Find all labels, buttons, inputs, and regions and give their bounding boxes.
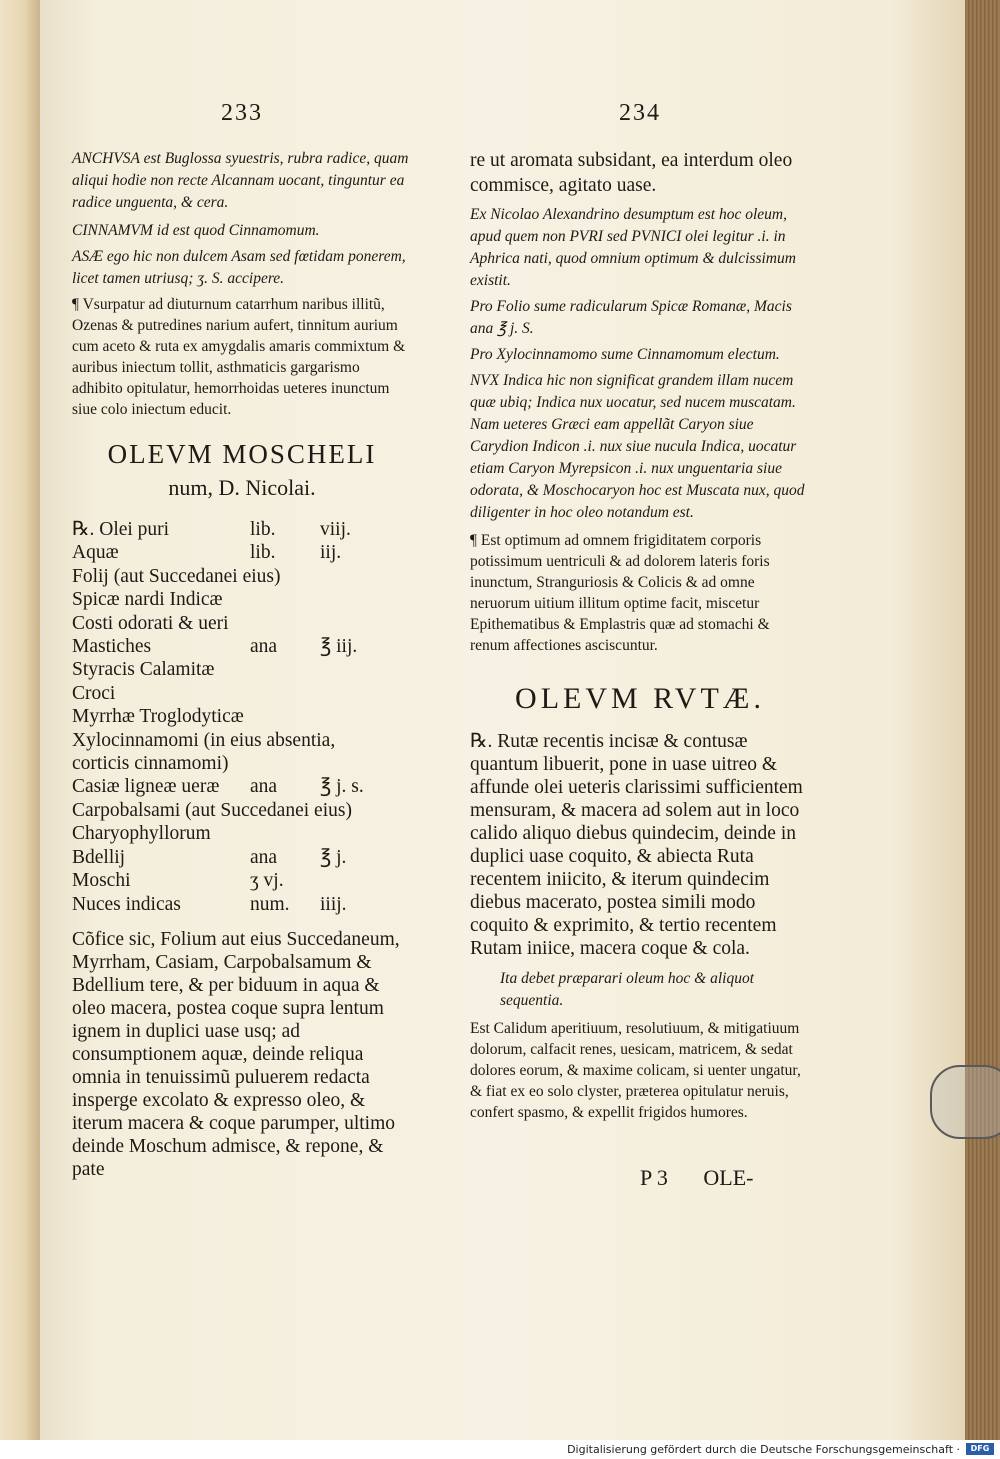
recipe-row	[72, 565, 412, 588]
recipe-quantity-unit	[250, 658, 320, 681]
recipe-ingredient: Carpobalsami (aut Succedanei eius)	[72, 799, 352, 821]
recipe-row	[72, 518, 412, 541]
heading-oleum-moschelinum: OLEVM MOSCHELI	[107, 439, 377, 469]
recipe-row	[72, 729, 412, 752]
asae-entry: ASÆ ego hic non dulcem Asam sed fœtidam ponerem, licet tamen utriusq; ʒ. S. accipere.	[72, 248, 406, 287]
recipe-row	[72, 752, 412, 775]
recipe-list	[72, 518, 412, 916]
recipe-quantity-amount: viij.	[320, 519, 351, 540]
heading-oleum-rutae: OLEVM RVTÆ.	[515, 682, 765, 715]
page-edges	[965, 0, 1000, 1440]
recipe-quantity-unit	[250, 682, 320, 705]
recipe-quantity-unit	[250, 729, 320, 752]
recipe-ingredient: Mastiches	[72, 636, 152, 658]
recipe-quantity-unit: num.	[250, 893, 290, 915]
previous-page-edge	[0, 0, 42, 1440]
right-column	[470, 100, 810, 1123]
recipe-ingredient: Aquæ	[72, 542, 119, 564]
recipe-row	[72, 846, 412, 869]
ita-note: Ita debet præparari oleum hoc & aliquot sequentia.	[500, 970, 755, 1009]
recipe-row	[72, 541, 412, 564]
cinnamum-entry: CINNAMVM id est quod Cinnamomum.	[72, 222, 320, 239]
rutae-recipe: ℞. Rutæ recentis incisæ & contusæ quantum libuerit, pone in uase uitreo & affunde olei ueteris clarissimi sufficientem mensuram, & macera ad solem aut in loco calido aliquo diebus quindecim, deinde in duplici uase coquito, & abiecta Ruta recentem iniicito, & iterum quindecim diebus macerato, postea simili modo coquito & exprimito, & tertio recentem Rutam iniice, macera coque & cola.	[470, 731, 803, 959]
recipe-ingredient: Nuces indicas	[72, 893, 181, 915]
recipe-row	[72, 705, 412, 728]
folio-note: Pro Folio sume radicularum Spicæ Romanæ, Macis ana ℥ j. S.	[470, 298, 792, 337]
recipe-quantity-unit	[250, 705, 320, 728]
recipe-ingredient: Bdellij	[72, 846, 126, 868]
recipe-quantity-unit	[250, 822, 320, 845]
signature-mark: P 3	[640, 1165, 668, 1190]
recipe-quantity-amount: iij.	[320, 542, 342, 564]
recipe-quantity-unit: ana	[250, 846, 278, 868]
recipe-ingredient: Croci	[72, 682, 116, 704]
recipe-quantity-amount: iiij.	[320, 893, 347, 915]
recipe-row	[72, 822, 412, 845]
recipe-ingredient: corticis cinnamomi)	[72, 753, 229, 775]
recipe-quantity-unit	[250, 752, 320, 775]
signature-line	[640, 1165, 784, 1191]
recipe-row	[72, 635, 412, 658]
recipe-quantity-unit: ana	[250, 636, 278, 658]
recipe-ingredient: ℞. Olei puri	[72, 519, 170, 540]
recipe-quantity-unit: lib.	[250, 542, 276, 564]
recipe-quantity-amount: ℥ iij.	[320, 636, 358, 658]
recipe-row	[72, 869, 412, 892]
recipe-ingredient: Casiæ ligneæ ueræ	[72, 776, 220, 798]
xylocinnamomo-note: Pro Xylocinnamomo sume Cinnamomum electum.	[470, 346, 780, 363]
recipe-quantity-unit	[250, 588, 320, 611]
left-column	[72, 100, 412, 1181]
left-page-number: 233	[221, 100, 263, 126]
nux-note: NVX Indica hic non significat grandem illam nucem quæ ubiq; Indica nux uocatur, sed nucem muscatam. Nam ueteres Græci eam appellãt Caryon siue Carydion Indicon .i. nux siue nucula Indica, uocatur etiam Caryon Myrepsicon .i. nux unguentaria siue odorata, & Moschocaryon hoc est Muscata nux, quod diligenter in hoc oleo notandum est.	[470, 372, 805, 521]
recipe-quantity-amount: ℥ j.	[320, 846, 347, 868]
anchusa-entry: ANCHVSA est Buglossa syuestris, rubra radice, quam aliqui hodie non recte Alcannam uocant, tinguntur ea radice unguenta, & cera.	[72, 150, 409, 211]
subheading-nicolai: num, D. Nicolai.	[168, 475, 316, 500]
recipe-ingredient: Styracis Calamitæ	[72, 659, 215, 681]
recipe-row	[72, 588, 412, 611]
continuation-text: re ut aromata subsidant, ea interdum oleo commisce, agitato uase.	[470, 150, 793, 196]
recipe-quantity-unit	[250, 565, 320, 588]
recipe-ingredient: Moschi	[72, 870, 131, 892]
recipe-ingredient: Myrrhæ Troglodyticæ	[72, 706, 244, 728]
digitization-credit: Digitalisierung gefördert durch die Deutsche Forschungsgemeinschaft ·	[0, 1440, 1000, 1459]
recipe-ingredient: Costi odorati & ueri	[72, 612, 229, 634]
catchword: OLE-	[703, 1165, 754, 1190]
recipe-ingredient: Charyophyllorum	[72, 823, 211, 845]
dfg-logo: DFG	[966, 1443, 994, 1455]
calidum-paragraph: Est Calidum aperitiuum, resolutiuum, & mitigatiuum dolorum, calfacit renes, uesicam, matricem, & sedat dolores eorum, & maxime colicam, si uenter ungatur, & fiat ex eo solo clyster, præterea opitulatur neruis, confert spasmo, & expellit frigidos humores.	[470, 1020, 801, 1121]
recipe-row	[72, 682, 412, 705]
recipe-quantity-unit	[250, 799, 320, 822]
recipe-ingredient: Xylocinnamomi (in eius absentia,	[72, 729, 336, 751]
recipe-quantity-unit	[250, 612, 320, 635]
right-page-number: 234	[619, 100, 661, 126]
recipe-row	[72, 612, 412, 635]
recipe-quantity-amount: ℥ j. s.	[320, 776, 364, 798]
procedure-paragraph: Cõfice sic, Folium aut eius Succedaneum, Myrrham, Casiam, Carpobalsamum & Bdellium tere, & per biduum in aqua & oleo macera, postea coque supra lentum ignem in duplici uase usq; ad consumptionem aquæ, deinde reliqua omnia in tenuissimũ puluerem redacta insperge excolato & expresso oleo, & iterum macera & coque parumper, ultimo deinde Moschum admisce, & repone, & pate	[72, 928, 400, 1180]
page-clip	[930, 1065, 1000, 1139]
recipe-row	[72, 775, 412, 798]
recipe-quantity-unit: lib.	[250, 519, 276, 540]
recipe-row	[72, 658, 412, 681]
usus-paragraph: ¶ Vsurpatur ad diuturnum catarrhum naribus illitũ, Ozenas & putredines narium aufert, tinnitum aurium cum aceto & ruta ex amygdalis amaris commixtum & auribus iniectum tollit, asthmaticis gargarismo adhibito opitulatur, hemorrhoidas ueteres inunctum siue colo iniectum educit.	[72, 296, 406, 418]
nicolao-note: Ex Nicolao Alexandrino desumptum est hoc oleum, apud quem non PVRI sed PVNICI olei legitur .i. in Aphrica nati, quod omnium optimum & dulcissimum existit.	[470, 206, 796, 289]
recipe-quantity-unit: ʒ vj.	[250, 870, 284, 892]
recipe-row	[72, 893, 412, 916]
recipe-ingredient: Folij (aut Succedanei eius)	[72, 565, 281, 587]
recipe-row	[72, 799, 412, 822]
recipe-quantity-unit: ana	[250, 776, 278, 798]
recipe-ingredient: Spicæ nardi Indicæ	[72, 589, 223, 611]
optimum-paragraph: ¶ Est optimum ad omnem frigiditatem corporis potissimum uentriculi & ad dolorem lateris foris inunctum, Stranguriosis & Colicis & ad omne neruorum uitium illitum optime facit, miscetur Epithematibus & Emplastris quæ ad stomachi & renum affectiones asciscuntur.	[470, 532, 770, 654]
